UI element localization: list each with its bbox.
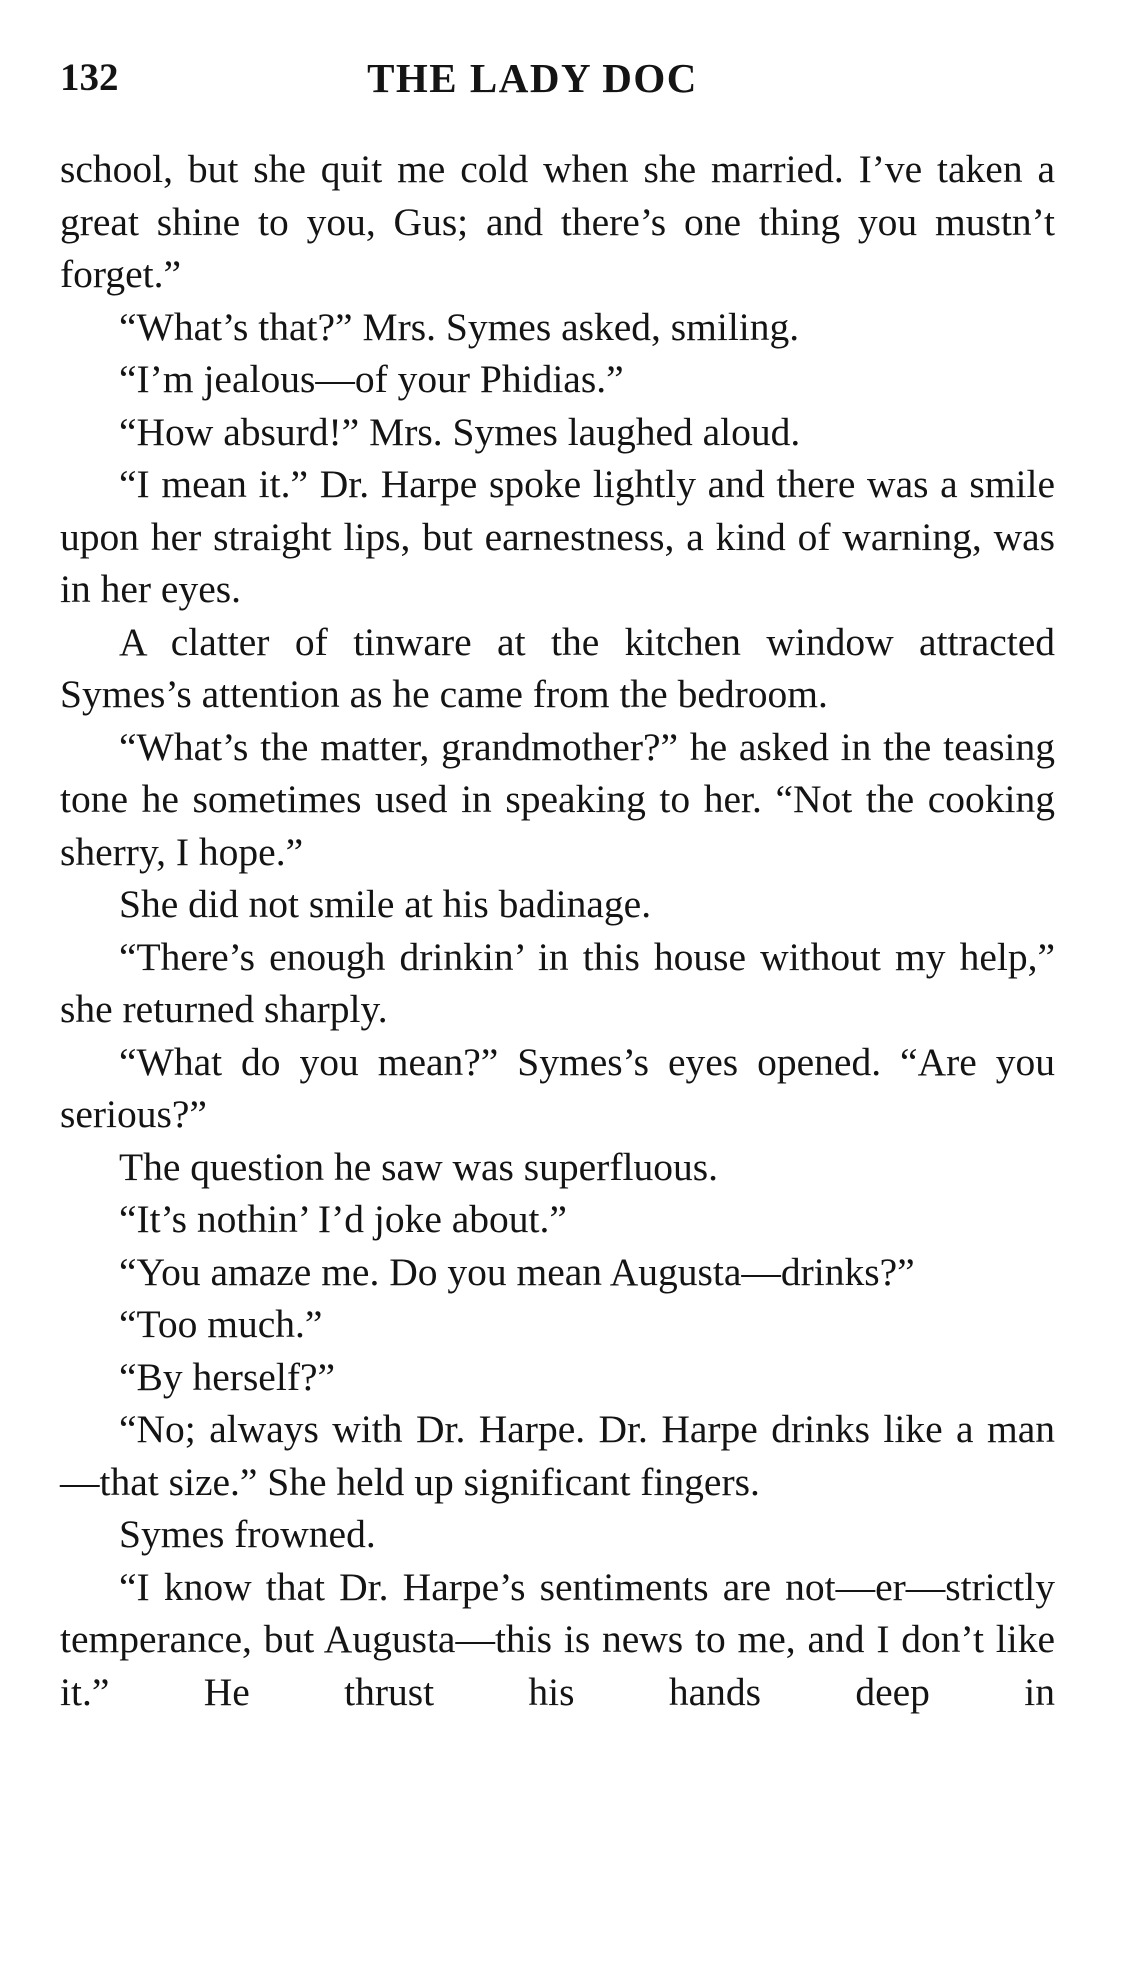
paragraph: “You amaze me. Do you mean Augusta—drinks?” — [119, 1249, 915, 1294]
paragraph: “I know that Dr. Harpe’s sentiments are not—er—strictly temperance, but Augusta—this is news to me, and I don’t like it.” He thrust his hands deep in — [60, 1564, 1055, 1714]
body-text — [60, 143, 1055, 1718]
page-number: 132 — [60, 56, 119, 99]
paragraph: “Too much.” — [119, 1302, 323, 1346]
paragraph: “How absurd!” Mrs. Symes laughed aloud. — [119, 409, 801, 454]
paragraph: school, but she quit me cold when she married. I’ve taken a great shine to you, Gus; and there’s one thing you mustn’t forget.” — [60, 147, 1055, 296]
running-title: THE LADY DOC — [367, 55, 698, 101]
paragraph: “There’s enough drinkin’ in this house without my help,” she returned sharply. — [60, 934, 1055, 1031]
paragraph: “I mean it.” Dr. Harpe spoke lightly and there was a smile upon her straight lips, but earnestness, a kind of warning, was in her eyes. — [60, 462, 1055, 611]
paragraph: “By herself?” — [119, 1354, 336, 1399]
paragraph: “What’s that?” Mrs. Symes asked, smiling. — [119, 304, 800, 349]
paragraph: A clatter of tinware at the kitchen window attracted Symes’s attention as he came from the bedroom. — [60, 619, 1055, 716]
page-header — [60, 52, 1055, 104]
paragraph: “I’m jealous—of your Phidias.” — [119, 357, 624, 401]
paragraph: She did not smile at his badinage. — [119, 882, 652, 926]
paragraph: “It’s nothin’ I’d joke about.” — [119, 1197, 567, 1241]
paragraph: “What do you mean?” Symes’s eyes opened. “Are you serious?” — [60, 1039, 1055, 1136]
paragraph: “What’s the matter, grandmother?” he asked in the teasing tone he sometimes used in speaking to her. “Not the cooking sherry, I hope.” — [60, 724, 1055, 874]
paragraph: The question he saw was superfluous. — [119, 1144, 718, 1189]
paragraph: “No; always with Dr. Harpe. Dr. Harpe drinks like a man—that size.” She held up significant fingers. — [60, 1407, 1055, 1504]
paragraph: Symes frowned. — [119, 1512, 376, 1556]
